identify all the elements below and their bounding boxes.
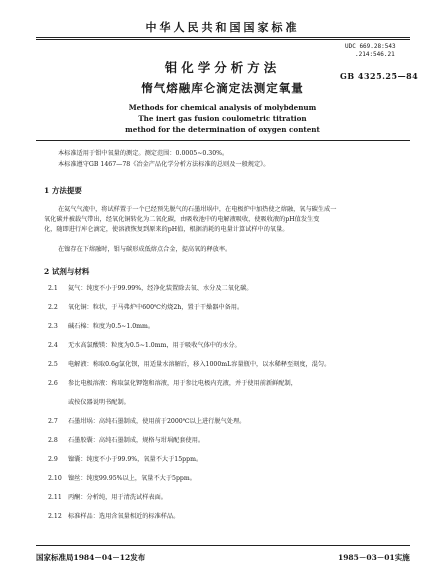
- reagent-item-text: 参比电极溶液：称取氯化钾饱和溶液，用于参比电极内充液，并于使用前新鲜配制，: [68, 380, 297, 387]
- issuing-authority: 中华人民共和国国家标准: [145, 21, 300, 34]
- title-english-line-1: Methods for chemical analysis of molybdenum: [128, 103, 317, 112]
- reagent-item-text: 电解液：称取0.6g氯化钡，用适量水溶解后，移入1000mL容量瓶中，以水稀释至刻度，混匀。: [68, 361, 331, 368]
- udc-code-line-2: .214:546.21: [355, 51, 395, 58]
- reagent-list-item: [48, 418, 245, 426]
- implementation-date: 1985－03－01实施: [338, 553, 410, 562]
- reagent-list-item: [48, 399, 130, 407]
- reagent-list-item: [48, 304, 243, 312]
- title-english-line-2: The inert gas fusion coulometric titration: [138, 114, 307, 123]
- reagent-item-number: 2.3: [48, 323, 58, 330]
- reagent-item-text: 或按仪器说明书配制。: [68, 399, 130, 406]
- reagent-item-text: 丙酮：分析纯，用于清洗试样表面。: [68, 494, 167, 501]
- reagent-item-number: 2.2: [48, 304, 58, 311]
- reagent-list-item: [48, 513, 179, 521]
- reagent-list-item: [48, 456, 202, 464]
- reagent-item-text: 无水高氯酸镁：粒度为0.5~1.0mm，用于吸收气体中的水分。: [68, 342, 241, 349]
- section-1-paragraph-line: 化，随即进行库仑滴定，使溶液恢复到原来的pH值，根据消耗的电量计算试样中的氧量。: [44, 226, 289, 233]
- section-1-note: 在镍存在下熔融时，钼与碳形成低熔点合金，提高氧的释放率。: [58, 246, 232, 253]
- title-rule: [36, 140, 410, 141]
- section-1-heading: 1 方法提要: [44, 186, 82, 195]
- reagent-list-item: [48, 323, 154, 331]
- intro-scope: 本标准适用于钼中氧量的测定。测定范围：0.0005~0.30%。: [58, 150, 229, 157]
- section-1-paragraph-line: 在氦气气流中，将试样置于一个已经预先脱气的石墨坩埚中，在电极炉中加热使之熔融，氧与碳生成一: [58, 206, 337, 213]
- reagent-item-number: 2.11: [48, 494, 62, 501]
- section-1-paragraph-line: 氧化碳并被载气带出，经氧化铜转化为二氧化碳，由吸收池中的电解液吸收，使吸收液的pH值发生变: [44, 216, 320, 223]
- reagent-item-text: 碱石棉：粒度为0.5~1.0mm。: [68, 323, 155, 330]
- reagent-item-number: 2.12: [48, 513, 62, 520]
- reagent-item-number: 2.10: [48, 475, 62, 482]
- title-english-line-3: method for the determination of oxygen content: [125, 125, 320, 134]
- header-rule: [36, 37, 410, 40]
- reagent-list-item: [48, 361, 330, 369]
- section-2-heading: 2 试剂与材料: [44, 267, 90, 276]
- reagent-list-item: [48, 285, 252, 293]
- reagent-item-text: 镍丝：纯度99.95%以上，氧量不大于5ppm。: [68, 475, 196, 482]
- issued-date: 国家标准局1984－04－12发布: [36, 553, 146, 562]
- title-main: 钼化学分析方法: [164, 60, 281, 75]
- reagent-item-number: 2.8: [48, 437, 58, 444]
- reagent-item-number: 2.1: [48, 285, 58, 292]
- reagent-list-item: [48, 475, 196, 483]
- reagent-list-item: [48, 437, 204, 445]
- reagent-list-item: [48, 494, 167, 502]
- reagent-list-item: [48, 380, 297, 388]
- reagent-item-number: 2.6: [48, 380, 58, 387]
- reagent-item-number: 2.5: [48, 361, 58, 368]
- reagent-item-number: 2.7: [48, 418, 58, 425]
- reagent-item-text: 镍囊：纯度不小于99.9%，氧量不大于15ppm。: [68, 456, 203, 463]
- title-subtitle: 惰气熔融库仑滴定法测定氧量: [141, 81, 304, 95]
- footer-rule: [36, 545, 410, 546]
- reagent-item-number: 2.9: [48, 456, 58, 463]
- reagent-list-item: [48, 342, 241, 350]
- reagent-item-text: 氧化铜：粒状，于马弗炉中600℃灼烧2h，置于干燥器中备用。: [68, 304, 244, 311]
- reagent-item-text: 标准样品：选用含氧量相近的标准样品。: [68, 513, 180, 520]
- udc-code-line-1: UDC 669.28:543: [345, 43, 396, 50]
- standard-number: GB 4325.25—84: [340, 71, 419, 81]
- reagent-item-text: 氦气：纯度不小于99.99%，经净化装置除去氧、水分及二氧化碳。: [68, 285, 253, 292]
- reagent-item-number: 2.4: [48, 342, 58, 349]
- intro-reference: 本标准遵守GB 1467—78《冶金产品化学分析方法标准的总则及一般规定》。: [58, 161, 270, 168]
- reagent-item-text: 石墨胶囊：高纯石墨制成，规格与坩埚配套使用。: [68, 437, 205, 444]
- reagent-item-text: 石墨坩埚：高纯石墨制成，使用前于2000℃以上进行脱气处理。: [68, 418, 246, 425]
